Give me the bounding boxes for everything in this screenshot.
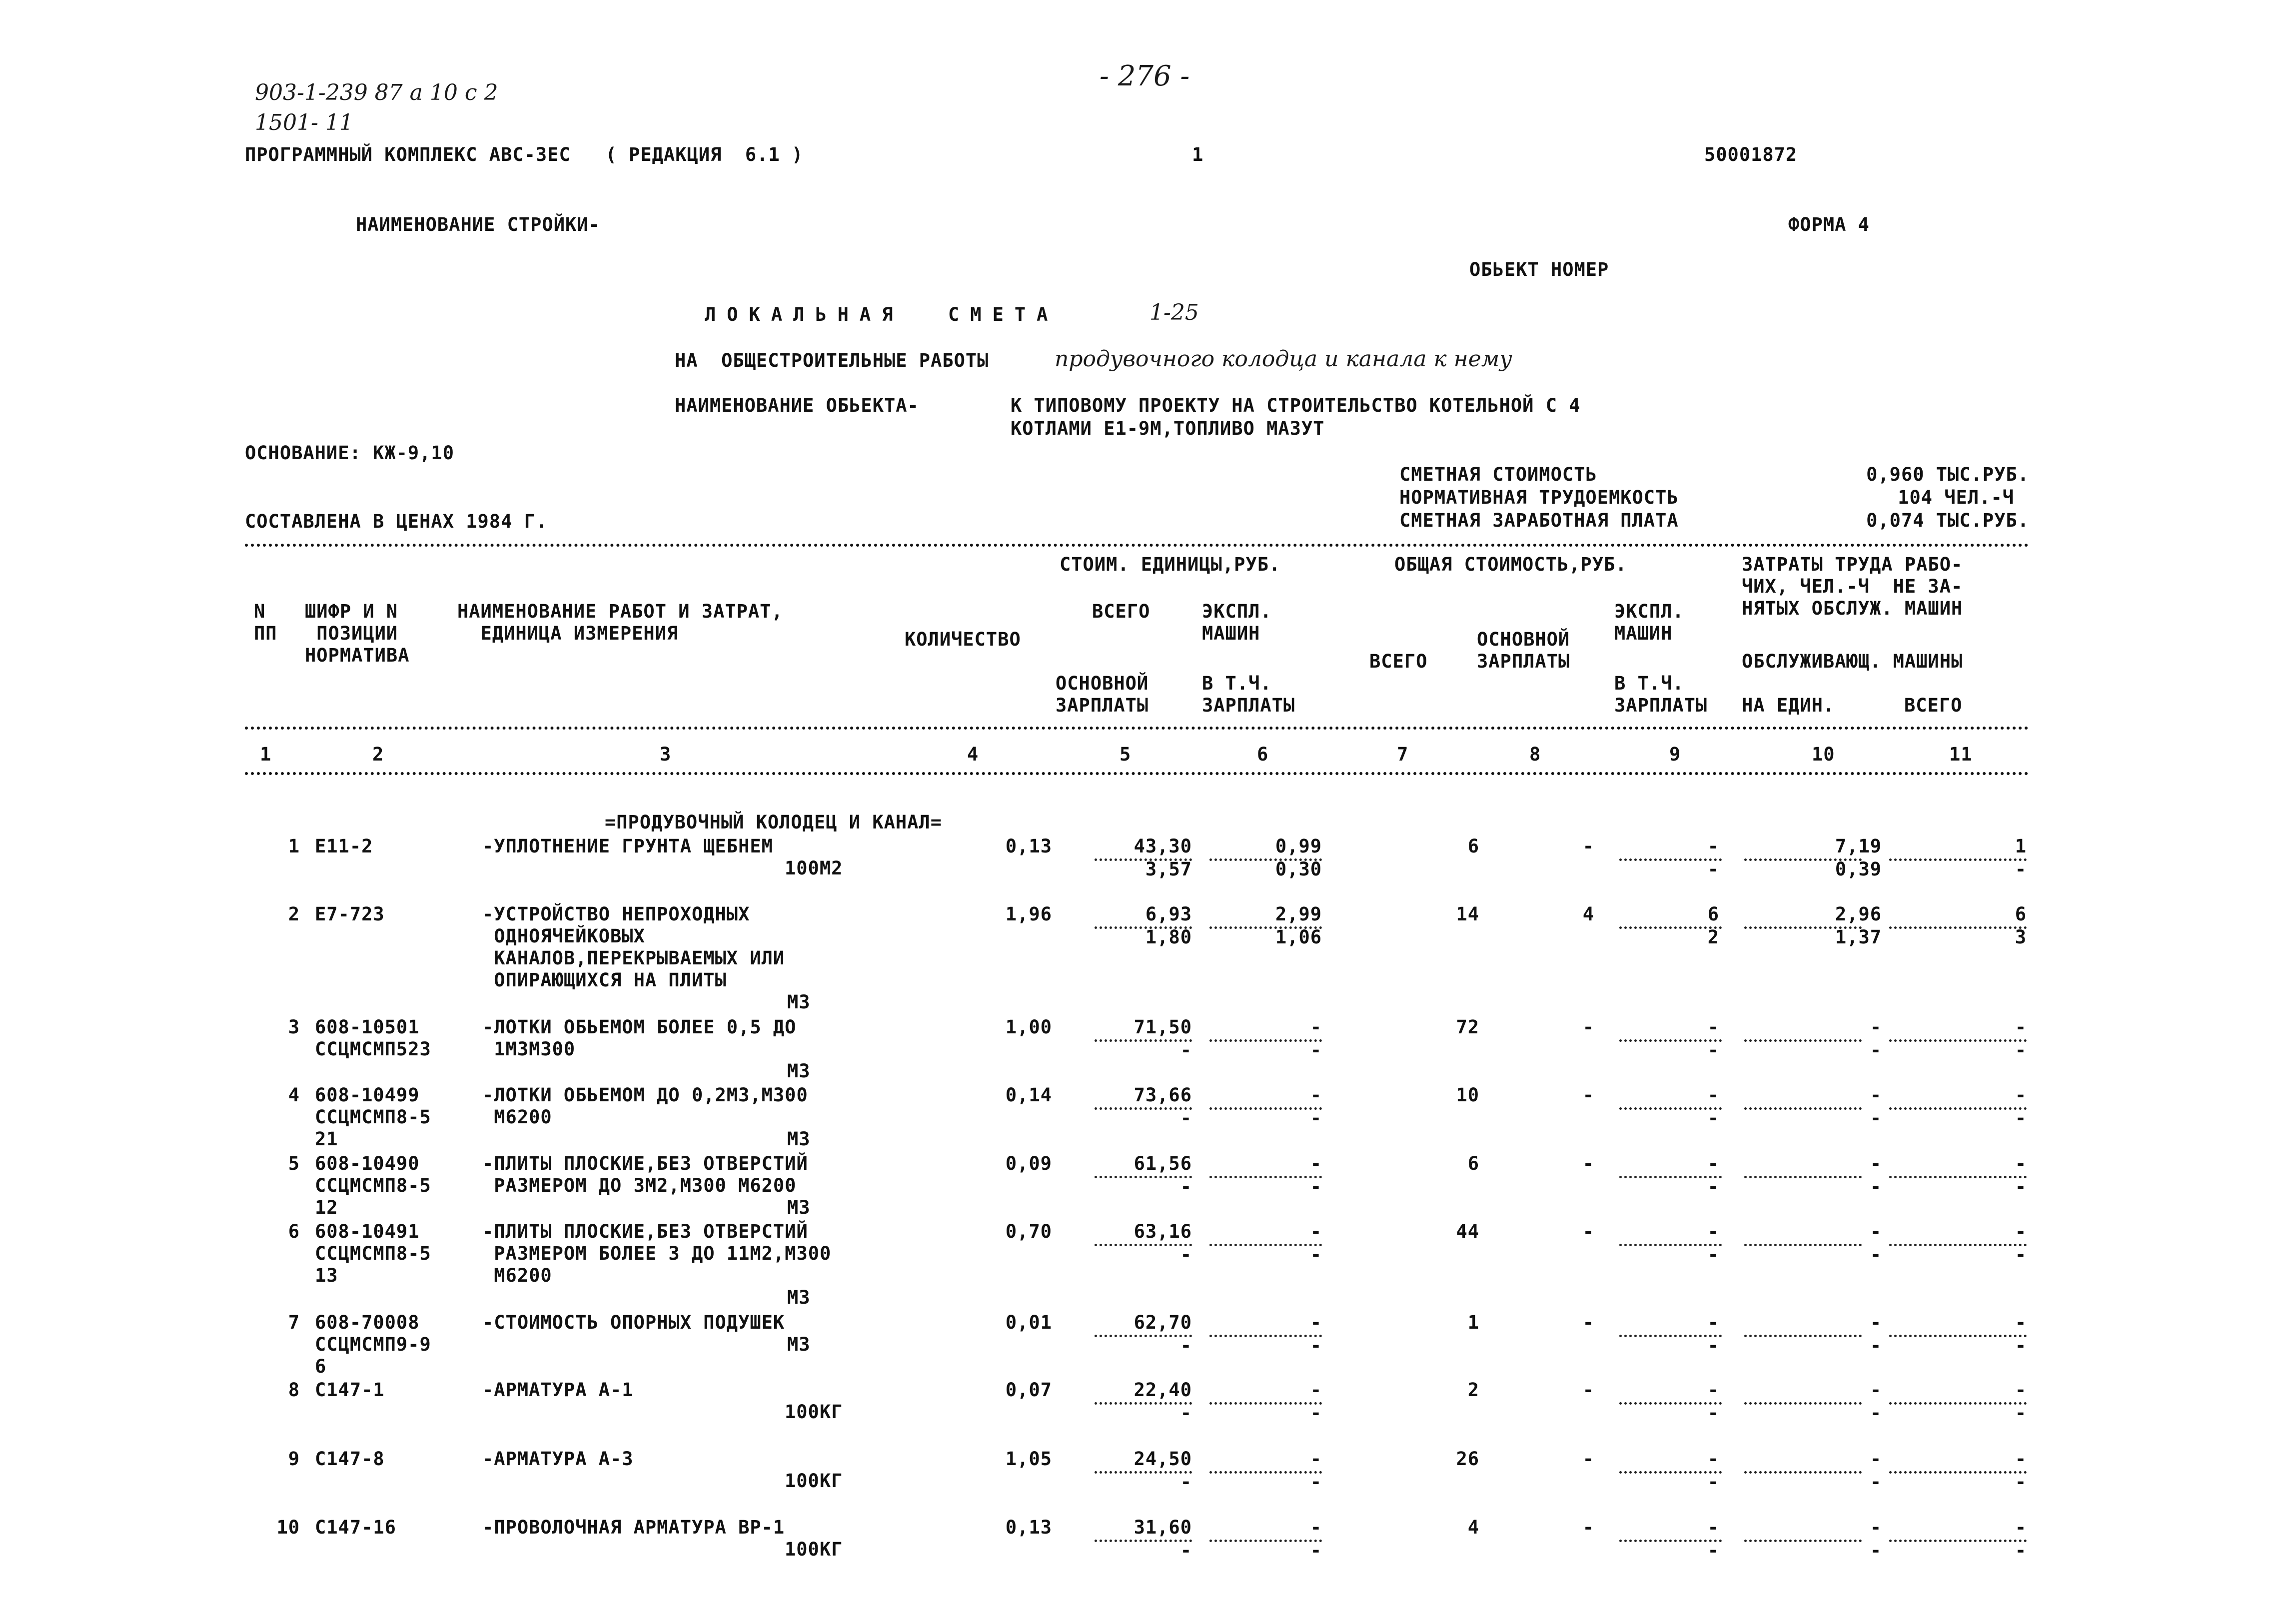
row-10-c6b: - bbox=[1310, 1540, 1322, 1561]
row-5-unit: М3 bbox=[787, 1197, 811, 1218]
row-1-qty: 0,13 bbox=[1005, 835, 1052, 857]
row-9-unit: 100КГ bbox=[785, 1470, 843, 1492]
row-10-c9b: - bbox=[1707, 1540, 1719, 1561]
object-line1: К ТИПОВОМУ ПРОЕКТУ НА СТРОИТЕЛЬСТВО КОТЕЛЬНОЙ С 4 bbox=[1011, 395, 1581, 416]
basis: ОСНОВАНИЕ: КЖ-9,10 bbox=[245, 442, 454, 464]
col-num-1: 1 bbox=[260, 744, 272, 765]
row-5-c5: 61,56 bbox=[1134, 1153, 1192, 1174]
row-1-c9b: - bbox=[1707, 858, 1719, 880]
row-7-name: -СТОИМОСТЬ ОПОРНЫХ ПОДУШЕК bbox=[482, 1312, 785, 1333]
row-2-c8: 4 bbox=[1582, 903, 1594, 925]
row-4-c9b: - bbox=[1707, 1107, 1719, 1129]
row-8-c5b: - bbox=[1180, 1402, 1192, 1424]
row-3-c6: - bbox=[1310, 1016, 1322, 1038]
row-5-n: 5 bbox=[288, 1153, 300, 1174]
row-9-n: 9 bbox=[288, 1448, 300, 1470]
row-3-c9b: - bbox=[1707, 1039, 1719, 1061]
row-2-c7: 14 bbox=[1456, 903, 1479, 925]
header-qty: КОЛИЧЕСТВО bbox=[905, 629, 1021, 650]
row-8-c6: - bbox=[1310, 1379, 1322, 1401]
row-5-name: -ПЛИТЫ ПЛОСКИЕ,БЕЗ ОТВЕРСТИЙ РАЗМЕРОМ ДО 3М2,М300 М6200 bbox=[482, 1153, 808, 1196]
row-9-c6: - bbox=[1310, 1448, 1322, 1470]
header-serv: ОБСЛУЖИВАЮЩ. МАШИНЫ bbox=[1742, 651, 1963, 672]
header-base-wage: ОСНОВНОЙ ЗАРПЛАТЫ bbox=[1056, 673, 1149, 716]
col-num-9: 9 bbox=[1669, 744, 1681, 765]
col-num-5: 5 bbox=[1120, 744, 1132, 765]
row-10-c7: 4 bbox=[1467, 1517, 1479, 1538]
row-6-name: -ПЛИТЫ ПЛОСКИЕ,БЕЗ ОТВЕРСТИЙ РАЗМЕРОМ БОЛЕЕ 3 ДО 11М2,М300 М6200 bbox=[482, 1221, 832, 1286]
header-total: ВСЕГО bbox=[1904, 695, 1963, 716]
row-1-name: -УПЛОТНЕНИЕ ГРУНТА ЩЕБНЕМ bbox=[482, 835, 773, 857]
works-prefix: НА ОБЩЕСТРОИТЕЛЬНЫЕ РАБОТЫ bbox=[675, 350, 989, 371]
row-8-c9b: - bbox=[1707, 1402, 1719, 1424]
doc-code-2: 1501- 11 bbox=[255, 110, 353, 135]
row-6-c9: - bbox=[1707, 1221, 1719, 1242]
row-3-qty: 1,00 bbox=[1005, 1016, 1052, 1038]
row-2-code: Е7-723 bbox=[315, 903, 385, 925]
row-2-c11: 6 bbox=[2015, 903, 2027, 925]
row-9-code: С147-8 bbox=[315, 1448, 385, 1470]
row-7-c6b: - bbox=[1310, 1335, 1322, 1356]
row-8-name: -АРМАТУРА А-1 bbox=[482, 1379, 634, 1401]
row-2-c5: 6,93 bbox=[1145, 903, 1192, 925]
row-6-c6: - bbox=[1310, 1221, 1322, 1242]
row-7-c11b: - bbox=[2015, 1335, 2027, 1356]
row-3-c5b: - bbox=[1180, 1039, 1192, 1061]
header-n: N ПП bbox=[254, 601, 277, 644]
summary-label-0: СМЕТНАЯ СТОИМОСТЬ bbox=[1399, 464, 1597, 485]
row-10-c10b: - bbox=[1870, 1540, 1882, 1561]
row-3-c11b: - bbox=[2015, 1039, 2027, 1061]
row-9-c9b: - bbox=[1707, 1471, 1719, 1493]
row-1-c11: 1 bbox=[2015, 835, 2027, 857]
row-1-c9: - bbox=[1707, 835, 1719, 857]
row-2-unit: М3 bbox=[787, 991, 811, 1013]
row-5-c6: - bbox=[1310, 1153, 1322, 1174]
header-all-2: ВСЕГО bbox=[1369, 651, 1428, 672]
col-num-8: 8 bbox=[1529, 744, 1541, 765]
row-4-c5b: - bbox=[1180, 1107, 1192, 1129]
row-4-code: 608-10499 ССЦМСМП8-5 21 bbox=[315, 1084, 431, 1150]
row-5-c10: - bbox=[1870, 1153, 1882, 1174]
row-4-c10: - bbox=[1870, 1084, 1882, 1106]
row-6-c10: - bbox=[1870, 1221, 1882, 1242]
row-6-unit: М3 bbox=[787, 1287, 811, 1308]
row-10-n: 10 bbox=[276, 1517, 300, 1538]
row-9-name: -АРМАТУРА А-3 bbox=[482, 1448, 634, 1470]
object-label: НАИМЕНОВАНИЕ ОБЬЕКТА- bbox=[675, 395, 919, 416]
row-3-name: -ЛОТКИ ОБЬЕМОМ БОЛЕЕ 0,5 ДО 1М3М300 bbox=[482, 1016, 797, 1060]
row-3-c8: - bbox=[1582, 1016, 1594, 1038]
header-incl-wage: В Т.Ч. ЗАРПЛАТЫ bbox=[1202, 673, 1295, 716]
col-num-10: 10 bbox=[1812, 744, 1835, 765]
header-bottom-rule bbox=[245, 727, 2029, 730]
row-1-c5: 43,30 bbox=[1134, 835, 1192, 857]
header-expl-2: ЭКСПЛ. МАШИН bbox=[1614, 601, 1684, 644]
row-8-c11b: - bbox=[2015, 1402, 2027, 1424]
works-handwritten: продувочного колодца и канала к нему bbox=[1055, 346, 1512, 372]
row-4-c10b: - bbox=[1870, 1107, 1882, 1129]
header-per-unit: НА ЕДИН. bbox=[1742, 695, 1835, 716]
row-9-c10: - bbox=[1870, 1448, 1882, 1470]
row-8-c8: - bbox=[1582, 1379, 1594, 1401]
row-10-c11b: - bbox=[2015, 1540, 2027, 1561]
row-3-c10b: - bbox=[1870, 1039, 1882, 1061]
row-5-c10b: - bbox=[1870, 1176, 1882, 1197]
row-5-c9: - bbox=[1707, 1153, 1719, 1174]
program-name: ПРОГРАММНЫЙ КОМПЛЕКС АВС-3ЕС ( РЕДАКЦИЯ 6.1 ) bbox=[245, 144, 804, 165]
row-10-c8: - bbox=[1582, 1517, 1594, 1538]
col-num-2: 2 bbox=[372, 744, 384, 765]
row-7-c10b: - bbox=[1870, 1335, 1882, 1356]
section-title: =ПРОДУВОЧНЫЙ КОЛОДЕЦ И КАНАЛ= bbox=[605, 812, 943, 833]
row-4-c11b: - bbox=[2015, 1107, 2027, 1129]
row-4-c8: - bbox=[1582, 1084, 1594, 1106]
row-7-c5: 62,70 bbox=[1134, 1312, 1192, 1333]
row-5-c11b: - bbox=[2015, 1176, 2027, 1197]
row-8-unit: 100КГ bbox=[785, 1401, 843, 1423]
row-6-qty: 0,70 bbox=[1005, 1221, 1052, 1242]
doc-number: 50001872 bbox=[1704, 144, 1798, 165]
row-3-c10: - bbox=[1870, 1016, 1882, 1038]
row-1-c6: 0,99 bbox=[1275, 835, 1322, 857]
row-2-c9: 6 bbox=[1707, 903, 1719, 925]
row-7-c11: - bbox=[2015, 1312, 2027, 1333]
row-3-c6b: - bbox=[1310, 1039, 1322, 1061]
row-5-c6b: - bbox=[1310, 1176, 1322, 1197]
col-num-4: 4 bbox=[967, 744, 979, 765]
row-10-c5: 31,60 bbox=[1134, 1517, 1192, 1538]
row-1-c5b: 3,57 bbox=[1145, 858, 1192, 880]
row-5-c8: - bbox=[1582, 1153, 1594, 1174]
row-2-c6: 2,99 bbox=[1275, 903, 1322, 925]
row-8-n: 8 bbox=[288, 1379, 300, 1401]
row-9-qty: 1,05 bbox=[1005, 1448, 1052, 1470]
row-8-c7: 2 bbox=[1467, 1379, 1479, 1401]
estimate-number: 1-25 bbox=[1149, 300, 1199, 325]
header-total-cost: ОБЩАЯ СТОИМОСТЬ,РУБ. bbox=[1394, 554, 1627, 575]
row-10-code: С147-16 bbox=[315, 1517, 396, 1538]
row-6-c8: - bbox=[1582, 1221, 1594, 1242]
row-4-c11: - bbox=[2015, 1084, 2027, 1106]
row-3-c7: 72 bbox=[1456, 1016, 1479, 1038]
row-5-c11: - bbox=[2015, 1153, 2027, 1174]
row-2-c10b: 1,37 bbox=[1835, 926, 1882, 948]
row-8-c10: - bbox=[1870, 1379, 1882, 1401]
row-5-c5b: - bbox=[1180, 1176, 1192, 1197]
row-7-c5b: - bbox=[1180, 1335, 1192, 1356]
row-1-c10b: 0,39 bbox=[1835, 858, 1882, 880]
row-4-unit: М3 bbox=[787, 1128, 811, 1150]
doc-code: 903-1-239 87 а 10 с 2 bbox=[255, 80, 498, 105]
row-6-c11b: - bbox=[2015, 1244, 2027, 1265]
row-10-unit: 100КГ bbox=[785, 1539, 843, 1560]
summary-value-0: 0,960 ТЫС.РУБ. bbox=[1866, 464, 2029, 485]
row-1-n: 1 bbox=[288, 835, 300, 857]
header-labor: ЗАТРАТЫ ТРУДА РАБО- ЧИХ, ЧЕЛ.-Ч НЕ ЗА- НЯТЫХ ОБСЛУЖ. МАШИН bbox=[1742, 554, 1963, 619]
row-7-c6: - bbox=[1310, 1312, 1322, 1333]
row-6-c5: 63,16 bbox=[1134, 1221, 1192, 1242]
row-7-c8: - bbox=[1582, 1312, 1594, 1333]
row-1-c7: 6 bbox=[1467, 835, 1479, 857]
row-3-unit: М3 bbox=[787, 1060, 811, 1082]
header-incl-2: В Т.Ч. ЗАРПЛАТЫ bbox=[1614, 673, 1708, 716]
col-num-11: 11 bbox=[1949, 744, 1973, 765]
row-9-c5b: - bbox=[1180, 1471, 1192, 1493]
row-7-c7: 1 bbox=[1467, 1312, 1479, 1333]
row-1-c10: 7,19 bbox=[1835, 835, 1882, 857]
row-4-qty: 0,14 bbox=[1005, 1084, 1052, 1106]
construction-label: НАИМЕНОВАНИЕ СТРОЙКИ- bbox=[356, 214, 600, 235]
summary-value-2: 0,074 ТЫС.РУБ. bbox=[1866, 510, 2029, 531]
row-2-c9b: 2 bbox=[1707, 926, 1719, 948]
row-6-c6b: - bbox=[1310, 1244, 1322, 1265]
row-4-c6: - bbox=[1310, 1084, 1322, 1106]
row-4-name: -ЛОТКИ ОБЬЕМОМ ДО 0,2М3,М300 М6200 bbox=[482, 1084, 808, 1128]
page-number: - 276 - bbox=[1100, 60, 1190, 92]
row-4-c9: - bbox=[1707, 1084, 1719, 1106]
row-10-c10: - bbox=[1870, 1517, 1882, 1538]
row-1-unit: 100М2 bbox=[785, 857, 843, 879]
row-9-c11: - bbox=[2015, 1448, 2027, 1470]
row-1-code: Е11-2 bbox=[315, 835, 373, 857]
row-1-c8: - bbox=[1582, 835, 1594, 857]
row-10-qty: 0,13 bbox=[1005, 1517, 1052, 1538]
row-2-n: 2 bbox=[288, 903, 300, 925]
row-4-c5: 73,66 bbox=[1134, 1084, 1192, 1106]
row-10-name: -ПРОВОЛОЧНАЯ АРМАТУРА ВР-1 bbox=[482, 1517, 785, 1538]
header-code: ШИФР И N ПОЗИЦИИ НОРМАТИВА bbox=[305, 601, 410, 666]
header-all: ВСЕГО bbox=[1092, 601, 1150, 622]
row-8-c9: - bbox=[1707, 1379, 1719, 1401]
row-1-c11b: - bbox=[2015, 858, 2027, 880]
row-9-c11b: - bbox=[2015, 1471, 2027, 1493]
row-7-c9: - bbox=[1707, 1312, 1719, 1333]
row-7-unit: М3 bbox=[787, 1334, 811, 1355]
row-3-code: 608-10501 ССЦМСМП523 bbox=[315, 1016, 431, 1060]
row-9-c10b: - bbox=[1870, 1471, 1882, 1493]
object-line2: КОТЛАМИ Е1-9М,ТОПЛИВО МАЗУТ bbox=[1011, 418, 1325, 439]
row-6-c11: - bbox=[2015, 1221, 2027, 1242]
row-8-code: С147-1 bbox=[315, 1379, 385, 1401]
row-10-c6: - bbox=[1310, 1517, 1322, 1538]
row-7-n: 7 bbox=[288, 1312, 300, 1333]
row-6-c7: 44 bbox=[1456, 1221, 1479, 1242]
row-9-c7: 26 bbox=[1456, 1448, 1479, 1470]
row-5-c7: 6 bbox=[1467, 1153, 1479, 1174]
header-unit-cost: СТОИМ. ЕДИНИЦЫ,РУБ. bbox=[1060, 554, 1281, 575]
row-2-name: -УСТРОЙСТВО НЕПРОХОДНЫХ ОДНОЯЧЕЙКОВЫХ КАНАЛОВ,ПЕРЕКРЫВАЕМЫХ ИЛИ ОПИРАЮЩИХСЯ НА ПЛИТЫ bbox=[482, 903, 785, 991]
row-8-c5: 22,40 bbox=[1134, 1379, 1192, 1401]
row-6-c9b: - bbox=[1707, 1244, 1719, 1265]
header-name: НАИМЕНОВАНИЕ РАБОТ И ЗАТРАТ, ЕДИНИЦА ИЗМЕРЕНИЯ bbox=[457, 601, 783, 644]
row-4-c6b: - bbox=[1310, 1107, 1322, 1129]
row-5-code: 608-10490 ССЦМСМП8-5 12 bbox=[315, 1153, 431, 1218]
row-8-c10b: - bbox=[1870, 1402, 1882, 1424]
row-2-c6b: 1,06 bbox=[1275, 926, 1322, 948]
header-base-2: ОСНОВНОЙ ЗАРПЛАТЫ bbox=[1477, 629, 1570, 672]
row-3-c11: - bbox=[2015, 1016, 2027, 1038]
row-5-qty: 0,09 bbox=[1005, 1153, 1052, 1174]
row-9-c9: - bbox=[1707, 1448, 1719, 1470]
row-9-c5: 24,50 bbox=[1134, 1448, 1192, 1470]
row-7-qty: 0,01 bbox=[1005, 1312, 1052, 1333]
row-9-c8: - bbox=[1582, 1448, 1594, 1470]
estimate-title: ЛОКАЛЬНАЯ СМЕТА bbox=[705, 304, 1059, 325]
row-2-c10: 2,96 bbox=[1835, 903, 1882, 925]
row-7-c10: - bbox=[1870, 1312, 1882, 1333]
page-index: 1 bbox=[1192, 144, 1204, 165]
row-9-c6b: - bbox=[1310, 1471, 1322, 1493]
header-expl: ЭКСПЛ. МАШИН bbox=[1202, 601, 1272, 644]
row-8-c11: - bbox=[2015, 1379, 2027, 1401]
colnum-bottom-rule bbox=[245, 772, 2029, 775]
form-label: ФОРМА 4 bbox=[1788, 214, 1870, 235]
row-2-c11b: 3 bbox=[2015, 926, 2027, 948]
row-3-c9: - bbox=[1707, 1016, 1719, 1038]
price-basis: СОСТАВЛЕНА В ЦЕНАХ 1984 Г. bbox=[245, 511, 548, 532]
row-2-c5b: 1,80 bbox=[1145, 926, 1192, 948]
row-7-code: 608-70008 ССЦМСМП9-9 6 bbox=[315, 1312, 431, 1377]
row-10-c11: - bbox=[2015, 1517, 2027, 1538]
row-8-c6b: - bbox=[1310, 1402, 1322, 1424]
row-4-c7: 10 bbox=[1456, 1084, 1479, 1106]
row-6-n: 6 bbox=[288, 1221, 300, 1242]
row-10-c5b: - bbox=[1180, 1540, 1192, 1561]
summary-value-1: 104 ЧЕЛ.-Ч bbox=[1898, 487, 2014, 508]
row-8-qty: 0,07 bbox=[1005, 1379, 1052, 1401]
col-num-7: 7 bbox=[1397, 744, 1409, 765]
object-number-label: ОБЬЕКТ НОМЕР bbox=[1469, 259, 1609, 280]
table-top-rule bbox=[245, 544, 2029, 547]
summary-label-2: СМЕТНАЯ ЗАРАБОТНАЯ ПЛАТА bbox=[1399, 510, 1679, 531]
row-6-c10b: - bbox=[1870, 1244, 1882, 1265]
col-num-6: 6 bbox=[1257, 744, 1269, 765]
row-6-code: 608-10491 ССЦМСМП8-5 13 bbox=[315, 1221, 431, 1286]
row-5-c9b: - bbox=[1707, 1176, 1719, 1197]
col-num-3: 3 bbox=[660, 744, 672, 765]
summary-label-1: НОРМАТИВНАЯ ТРУДОЕМКОСТЬ bbox=[1399, 487, 1679, 508]
row-3-c5: 71,50 bbox=[1134, 1016, 1192, 1038]
row-3-n: 3 bbox=[288, 1016, 300, 1038]
row-4-n: 4 bbox=[288, 1084, 300, 1106]
row-2-qty: 1,96 bbox=[1005, 903, 1052, 925]
row-1-c6b: 0,30 bbox=[1275, 858, 1322, 880]
row-7-c9b: - bbox=[1707, 1335, 1719, 1356]
row-6-c5b: - bbox=[1180, 1244, 1192, 1265]
row-10-c9: - bbox=[1707, 1517, 1719, 1538]
